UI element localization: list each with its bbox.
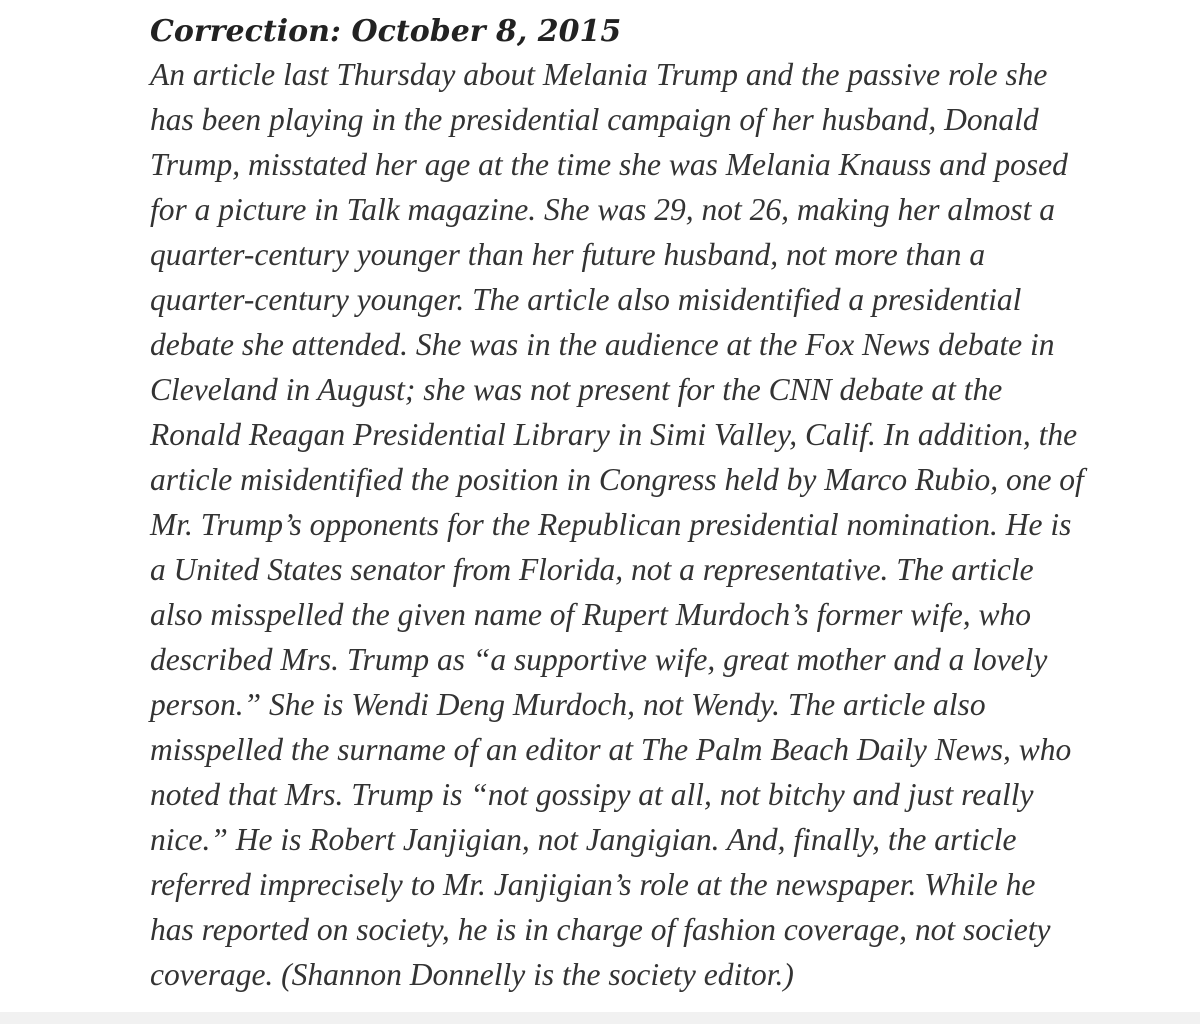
correction-body [150,52,1190,997]
correction-line: article misidentified the position in Congress held by Marco Rubio, one of [150,462,1084,497]
correction-line: person.” She is Wendi Deng Murdoch, not Wendy. The article also [150,687,986,722]
correction-line: debate she attended. She was in the audience at the Fox News debate in [150,327,1055,362]
correction-line: An article last Thursday about Melania Trump and the passive role she [150,57,1048,92]
bottom-divider [0,1012,1200,1024]
correction-line: Trump, misstated her age at the time she was Melania Knauss and posed [150,147,1068,182]
correction-line: also misspelled the given name of Rupert Murdoch’s former wife, who [150,597,1032,632]
correction-line: quarter-century younger. The article also misidentified a presidential [150,282,1022,317]
correction-line: has reported on society, he is in charge of fashion coverage, not society [150,912,1051,947]
correction-line: referred imprecisely to Mr. Janjigian’s role at the newspaper. While he [150,867,1036,902]
correction-line: noted that Mrs. Trump is “not gossipy at all, not bitchy and just really [150,777,1034,812]
correction-notice [150,12,1190,997]
correction-line: a United States senator from Florida, not a representative. The article [150,552,1034,587]
correction-line: Cleveland in August; she was not present for the CNN debate at the [150,372,1003,407]
correction-line: Mr. Trump’s opponents for the Republican presidential nomination. He is [150,507,1072,542]
correction-line: coverage. (Shannon Donnelly is the society editor.) [150,957,794,992]
correction-line: misspelled the surname of an editor at The Palm Beach Daily News, who [150,732,1072,767]
correction-heading: Correction: October 8, 2015 [150,14,622,49]
correction-line: described Mrs. Trump as “a supportive wife, great mother and a lovely [150,642,1048,677]
correction-line: quarter-century younger than her future husband, not more than a [150,237,986,272]
correction-line: for a picture in Talk magazine. She was 29, not 26, making her almost a [150,192,1056,227]
correction-line: Ronald Reagan Presidential Library in Simi Valley, Calif. In addition, the [150,417,1078,452]
correction-line: nice.” He is Robert Janjigian, not Jangigian. And, finally, the article [150,822,1017,857]
correction-line: has been playing in the presidential campaign of her husband, Donald [150,102,1039,137]
